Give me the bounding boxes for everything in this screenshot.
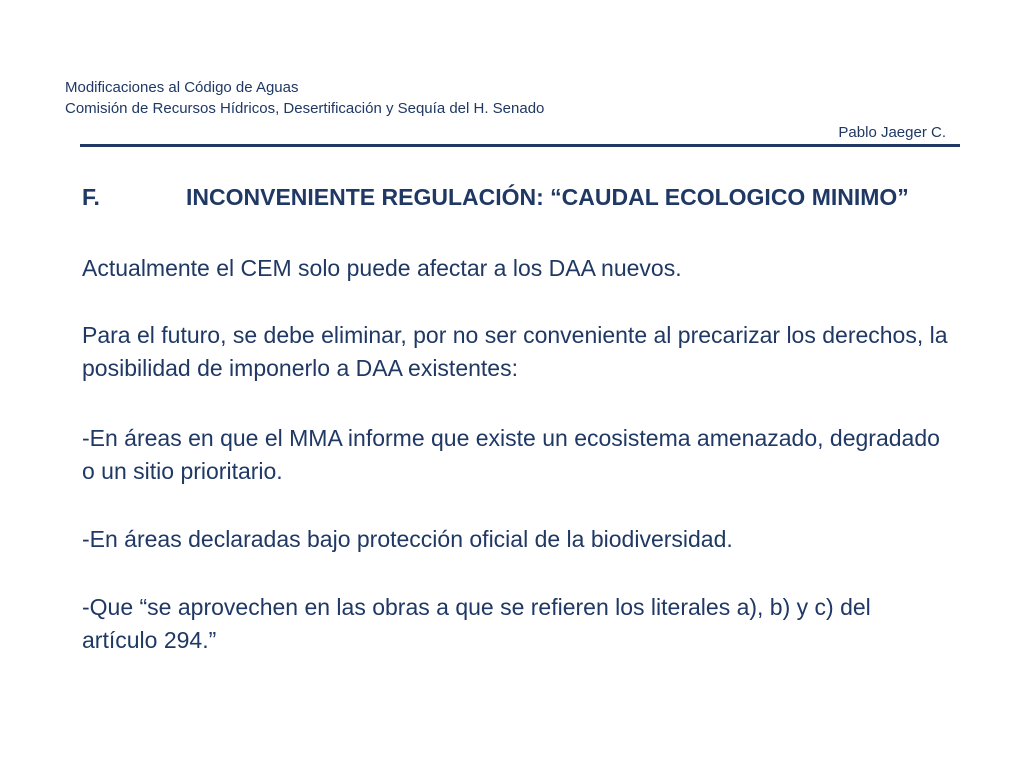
- header-title: Modificaciones al Código de Aguas: [65, 79, 299, 96]
- list-item-article-294: -Que “se aprovechen en las obras a que se refieren los literales a), b) y c) del artículo 294.”: [82, 594, 871, 653]
- section-title: INCONVENIENTE REGULACIÓN: “CAUDAL ECOLOGICO MINIMO”: [186, 184, 909, 210]
- header-subtitle: Comisión de Recursos Hídricos, Desertificación y Sequía del H. Senado: [65, 100, 545, 117]
- list-item-protected-areas: -En áreas declaradas bajo protección oficial de la biodiversidad.: [82, 526, 733, 552]
- paragraph-proposal: Para el futuro, se debe eliminar, por no ser conveniente al precarizar los derechos, la posibilidad de imponerlo a DAA existentes:: [82, 322, 948, 381]
- author-name: Pablo Jaeger C.: [838, 124, 946, 141]
- list-item-mma-areas: -En áreas en que el MMA informe que existe un ecosistema amenazado, degradado o un sitio prioritario.: [82, 425, 940, 484]
- section-letter: F.: [82, 184, 100, 210]
- section-heading: [82, 181, 909, 213]
- paragraph-current-status: Actualmente el CEM solo puede afectar a los DAA nuevos.: [82, 255, 682, 281]
- header-divider: [80, 144, 960, 147]
